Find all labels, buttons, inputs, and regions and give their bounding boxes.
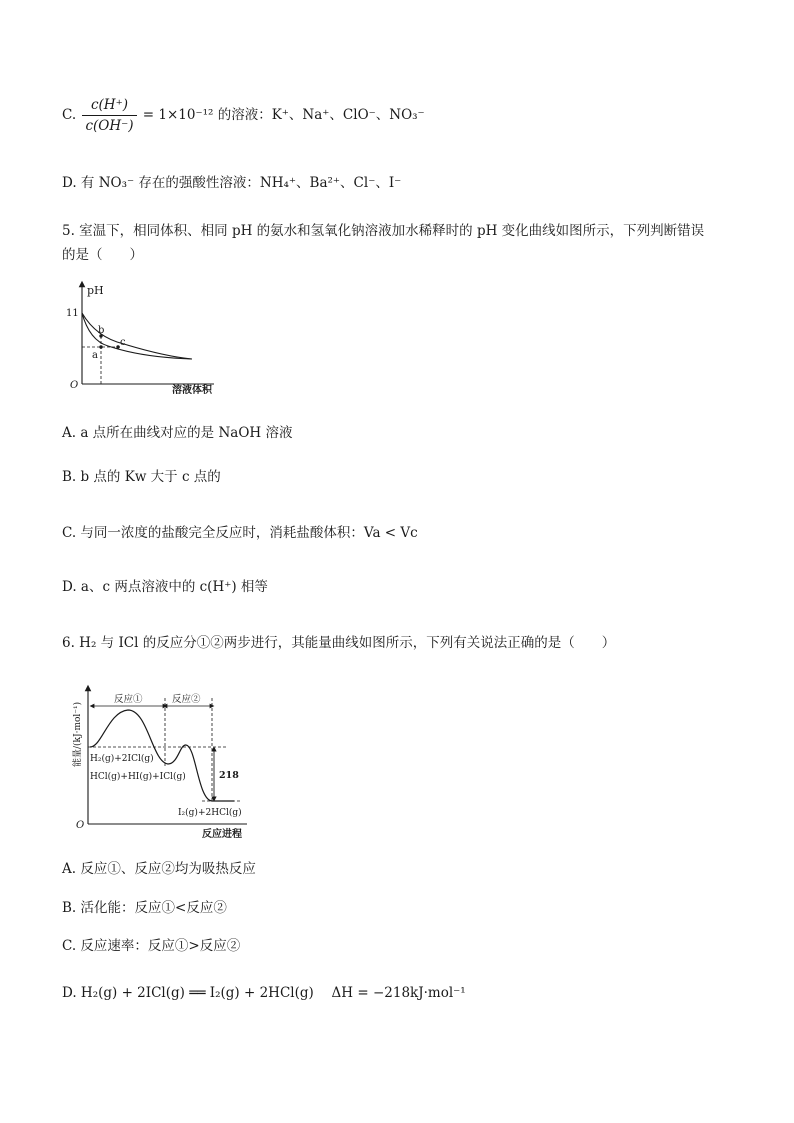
q5-point-a-dot	[99, 345, 102, 348]
fraction-numerator: c(H⁺)	[82, 96, 136, 116]
q6-stem: 6. H₂ 与 ICl 的反应分①②两步进行，其能量曲线如图所示，下列有关说法正确的是（ ）	[62, 635, 616, 651]
q6-x-axis-label: 反应进程	[202, 829, 242, 840]
q4-option-c	[62, 96, 425, 135]
q5-stem-line1: 5. 室温下，相同体积、相同 pH 的氨水和氢氧化钠溶液加水稀释时的 pH 变化曲线如图所示，下列判断错误	[62, 223, 705, 239]
q6-state-intermediate: HCl(g)+HI(g)+ICl(g)	[90, 772, 186, 782]
q6-option-d: D. H₂(g) + 2ICl(g) ══ I₂(g) + 2HCl(g) ΔH = −218kJ·mol⁻¹	[62, 985, 466, 1001]
q5-curve-lower	[82, 313, 192, 359]
q5-y-axis-label: pH	[87, 284, 104, 297]
q6-option-c: C. 反应速率：反应①>反应②	[62, 938, 241, 954]
q5-option-d: D. a、c 两点溶液中的 c(H⁺) 相等	[62, 579, 268, 595]
q4-option-d: D. 有 NO₃⁻ 存在的强酸性溶液：NH₄⁺、Ba²⁺、Cl⁻、I⁻	[62, 175, 402, 191]
q6-delta-value: 218	[219, 770, 239, 781]
q6-y-axis-label: 能量/(kJ·mol⁻¹)	[73, 701, 83, 767]
q5-point-c-label: c	[120, 337, 126, 348]
q6-state-reactants: H₂(g)+2ICl(g)	[90, 754, 154, 764]
q5-stem-line2: 的是（ ）	[62, 247, 143, 263]
q6-origin-label: O	[76, 820, 85, 831]
q6-energy-profile-figure	[62, 682, 257, 844]
q6-step1-label: 反应①	[114, 694, 143, 705]
q5-ph-dilution-figure	[62, 280, 232, 395]
q5-curve-upper	[82, 313, 192, 359]
q5-option-a: A. a 点所在曲线对应的是 NaOH 溶液	[62, 425, 293, 441]
q5-point-b-label: b	[98, 325, 105, 336]
q5-option-c: C. 与同一浓度的盐酸完全反应时，消耗盐酸体积：Va < Vc	[62, 525, 418, 541]
q4-option-c-label: C.	[62, 107, 77, 123]
q5-point-a-label: a	[92, 350, 98, 361]
q6-option-a: A. 反应①、反应②均为吸热反应	[62, 861, 256, 877]
fraction-denominator: c(OH⁻)	[85, 118, 134, 134]
q5-x-axis-label: 溶液体积	[172, 385, 212, 395]
q4-option-c-text: = 1×10⁻¹² 的溶液：K⁺、Na⁺、ClO⁻、NO₃⁻	[142, 107, 425, 123]
q6-option-b: B. 活化能：反应①<反应②	[62, 900, 227, 916]
q5-y-tick-11: 11	[66, 308, 79, 319]
q6-step2-label: 反应②	[172, 694, 201, 705]
q5-origin-label: O	[70, 380, 79, 391]
q5-option-b: B. b 点的 Kw 大于 c 点的	[62, 469, 221, 485]
q6-state-products: I₂(g)+2HCl(g)	[178, 808, 242, 818]
h-oh-ratio-fraction	[82, 96, 136, 135]
